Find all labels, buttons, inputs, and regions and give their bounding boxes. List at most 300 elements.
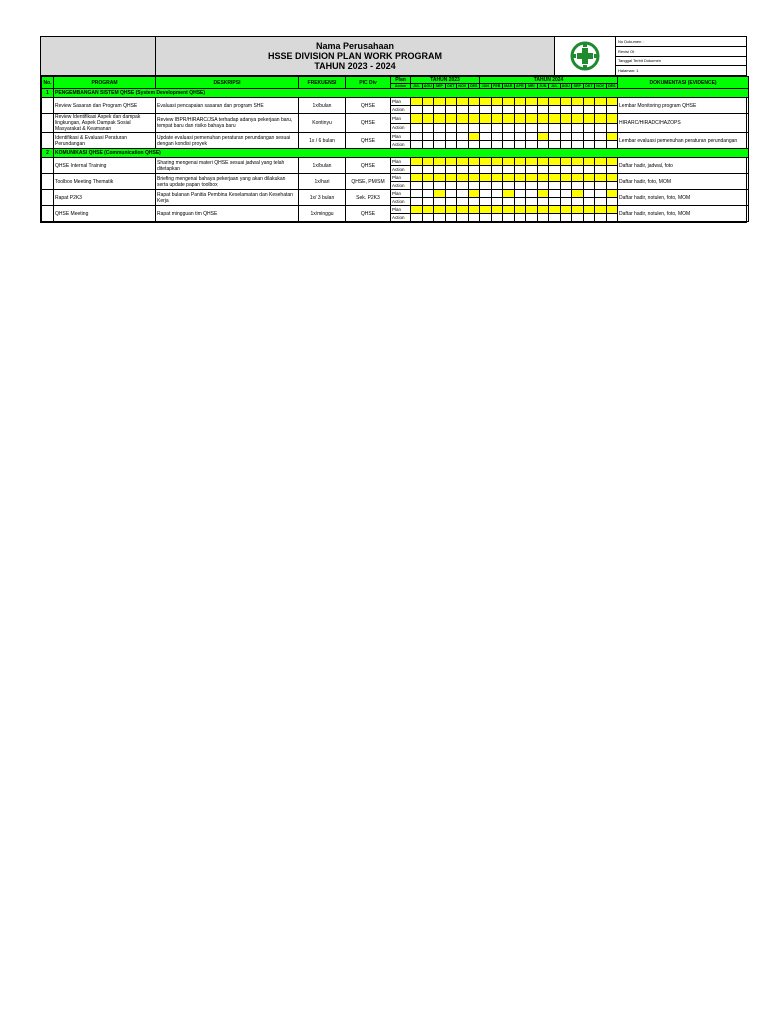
month-header: DES bbox=[468, 84, 480, 89]
action-cell bbox=[583, 198, 595, 206]
section-title: PENGEMBANGAN SISTEM QHSE (System Development QHSE) bbox=[54, 89, 749, 98]
frequency-cell: 1x/minggu bbox=[299, 206, 346, 222]
description-cell: Rapat mingguan tim QHSE bbox=[156, 206, 299, 222]
plan-mark-cell bbox=[503, 98, 515, 106]
action-cell bbox=[503, 166, 515, 174]
plan-mark-cell bbox=[514, 206, 526, 214]
plan-mark-cell bbox=[560, 206, 572, 214]
action-cell bbox=[560, 214, 572, 222]
action-cell bbox=[595, 106, 607, 114]
plan-empty-cell bbox=[457, 133, 469, 141]
action-cell bbox=[526, 106, 538, 114]
action-cell bbox=[595, 214, 607, 222]
month-header: NOV bbox=[458, 84, 467, 88]
plan-mark-cell bbox=[526, 114, 538, 124]
k3-safety-cross-icon bbox=[555, 37, 616, 75]
month-header: OKT bbox=[446, 84, 455, 88]
plan-mark-cell bbox=[514, 174, 526, 182]
evidence-cell: Daftar hadir, jadwal, foto bbox=[618, 158, 749, 174]
plan-mark-cell bbox=[411, 174, 423, 182]
plan-mark-cell bbox=[572, 206, 584, 214]
section-number: 2 bbox=[42, 149, 54, 158]
plan-mark-cell bbox=[411, 114, 423, 124]
plan-mark-cell bbox=[468, 98, 480, 106]
action-cell bbox=[595, 182, 607, 190]
plan-empty-cell bbox=[480, 133, 492, 141]
action-cell bbox=[457, 182, 469, 190]
month-header: SEP bbox=[572, 84, 584, 89]
company-name: Nama Perusahaan bbox=[315, 41, 395, 51]
action-cell bbox=[480, 214, 492, 222]
plan-mark-cell bbox=[503, 206, 515, 214]
action-cell bbox=[411, 198, 423, 206]
action-cell bbox=[537, 106, 549, 114]
month-header: NOV bbox=[596, 84, 605, 88]
description-cell: Sharing mengenai materi QHSE sesuai jadwal yang telah ditetapkan bbox=[156, 158, 299, 174]
plan-mark-cell bbox=[537, 133, 549, 141]
plan-mark-cell bbox=[572, 158, 584, 166]
action-cell bbox=[583, 214, 595, 222]
col-pic: PIC Div bbox=[346, 77, 391, 89]
plan-mark-cell bbox=[434, 98, 446, 106]
plan-mark-cell bbox=[468, 206, 480, 214]
plan-mark-cell bbox=[595, 114, 607, 124]
action-cell bbox=[503, 123, 515, 133]
action-cell bbox=[537, 141, 549, 149]
action-cell bbox=[434, 123, 446, 133]
program-cell: QHSE Internal Training bbox=[54, 158, 156, 174]
plan-empty-cell bbox=[526, 133, 538, 141]
plan-empty-cell bbox=[422, 190, 434, 198]
action-cell bbox=[572, 106, 584, 114]
plan-empty-cell bbox=[422, 133, 434, 141]
section-title: KOMUNIKASI QHSE (Communication QHSE) bbox=[54, 149, 749, 158]
plan-empty-cell bbox=[445, 190, 457, 198]
action-cell bbox=[560, 106, 572, 114]
col-year-2024: TAHUN 2024 bbox=[480, 77, 618, 84]
plan-empty-cell bbox=[480, 190, 492, 198]
action-label: Action bbox=[391, 106, 411, 114]
action-cell bbox=[537, 123, 549, 133]
action-cell bbox=[491, 182, 503, 190]
month-header: APR bbox=[515, 84, 524, 88]
action-cell bbox=[549, 166, 561, 174]
action-cell bbox=[491, 106, 503, 114]
plan-mark-cell bbox=[411, 206, 423, 214]
plan-mark-cell bbox=[468, 174, 480, 182]
plan-empty-cell bbox=[595, 190, 607, 198]
month-header: JUL bbox=[411, 84, 423, 89]
plan-label: Plan bbox=[391, 158, 411, 166]
action-cell bbox=[526, 123, 538, 133]
action-cell bbox=[445, 214, 457, 222]
plan-mark-cell bbox=[422, 114, 434, 124]
action-cell bbox=[583, 182, 595, 190]
plan-mark-cell bbox=[595, 174, 607, 182]
action-cell bbox=[583, 106, 595, 114]
action-cell bbox=[526, 141, 538, 149]
program-cell: QHSE Meeting bbox=[54, 206, 156, 222]
plan-mark-cell bbox=[503, 158, 515, 166]
action-cell bbox=[514, 198, 526, 206]
plan-mark-cell bbox=[411, 158, 423, 166]
action-label: Action bbox=[391, 182, 411, 190]
plan-empty-cell bbox=[445, 133, 457, 141]
action-cell bbox=[491, 198, 503, 206]
action-cell bbox=[457, 141, 469, 149]
action-cell bbox=[411, 141, 423, 149]
action-cell bbox=[595, 166, 607, 174]
action-cell bbox=[468, 214, 480, 222]
action-label: Action bbox=[391, 198, 411, 206]
plan-mark-cell bbox=[445, 174, 457, 182]
plan-mark-cell bbox=[434, 190, 446, 198]
plan-mark-cell bbox=[457, 206, 469, 214]
plan-mark-cell bbox=[526, 98, 538, 106]
plan-mark-cell bbox=[468, 190, 480, 198]
action-cell bbox=[560, 123, 572, 133]
description-cell: Rapat bulanan Panitia Pembina Keselamatan dan Kesehatan Kerja bbox=[156, 190, 299, 206]
action-cell bbox=[445, 166, 457, 174]
plan-label: Plan bbox=[391, 133, 411, 141]
action-cell bbox=[422, 166, 434, 174]
action-cell bbox=[537, 214, 549, 222]
evidence-cell: Daftar hadir, notulen, foto, MOM bbox=[618, 190, 749, 206]
plan-mark-cell bbox=[606, 98, 618, 106]
col-year-2023: TAHUN 2023 bbox=[411, 77, 480, 84]
pic-cell: QHSE bbox=[346, 98, 391, 114]
action-cell bbox=[606, 198, 618, 206]
plan-mark-cell bbox=[422, 174, 434, 182]
month-header: AGU bbox=[561, 84, 570, 88]
action-cell bbox=[491, 214, 503, 222]
action-cell bbox=[422, 182, 434, 190]
row-number-cell bbox=[42, 206, 54, 222]
action-cell bbox=[560, 141, 572, 149]
action-cell bbox=[422, 141, 434, 149]
row-number-cell bbox=[42, 98, 54, 114]
month-header: JUL bbox=[549, 84, 561, 89]
plan-mark-cell bbox=[411, 98, 423, 106]
action-cell bbox=[560, 198, 572, 206]
plan-mark-cell bbox=[468, 114, 480, 124]
action-cell bbox=[422, 214, 434, 222]
plan-empty-cell bbox=[514, 133, 526, 141]
action-cell bbox=[434, 166, 446, 174]
action-cell bbox=[572, 182, 584, 190]
action-cell bbox=[457, 123, 469, 133]
plan-mark-cell bbox=[491, 114, 503, 124]
description-cell: Update evaluasi pemenuhan peraturan perundangan sesuai dengan kondisi proyek bbox=[156, 133, 299, 149]
month-header: SEP bbox=[434, 84, 446, 89]
plan-empty-cell bbox=[457, 190, 469, 198]
action-cell bbox=[480, 106, 492, 114]
action-cell bbox=[503, 182, 515, 190]
action-cell bbox=[503, 214, 515, 222]
action-cell bbox=[537, 198, 549, 206]
action-cell bbox=[572, 166, 584, 174]
plan-mark-cell bbox=[526, 206, 538, 214]
plan-mark-cell bbox=[583, 206, 595, 214]
plan-empty-cell bbox=[560, 133, 572, 141]
action-cell bbox=[445, 106, 457, 114]
plan-empty-cell bbox=[526, 190, 538, 198]
evidence-cell: Lembar evaluasi pemenuhan peraturan perundangan bbox=[618, 133, 749, 149]
plan-mark-cell bbox=[572, 174, 584, 182]
action-label: Action bbox=[391, 141, 411, 149]
document-header bbox=[41, 37, 746, 76]
program-cell: Rapat P2K3 bbox=[54, 190, 156, 206]
plan-mark-cell bbox=[468, 158, 480, 166]
plan-mark-cell bbox=[583, 114, 595, 124]
plan-mark-cell bbox=[514, 158, 526, 166]
plan-mark-cell bbox=[549, 174, 561, 182]
plan-empty-cell bbox=[491, 133, 503, 141]
plan-empty-cell bbox=[491, 190, 503, 198]
action-cell bbox=[457, 214, 469, 222]
plan-mark-cell bbox=[445, 158, 457, 166]
action-cell bbox=[457, 166, 469, 174]
plan-mark-cell bbox=[434, 114, 446, 124]
plan-mark-cell bbox=[560, 114, 572, 124]
action-cell bbox=[560, 166, 572, 174]
col-no: No. bbox=[42, 77, 54, 89]
program-title: HSSE DIVISION PLAN WORK PROGRAM bbox=[267, 51, 442, 61]
frequency-cell: 1x/ 3 bulan bbox=[299, 190, 346, 206]
plan-mark-cell bbox=[503, 190, 515, 198]
action-cell bbox=[549, 141, 561, 149]
pic-cell: QHSE bbox=[346, 133, 391, 149]
action-cell bbox=[595, 198, 607, 206]
plan-mark-cell bbox=[503, 174, 515, 182]
month-header: DES bbox=[606, 84, 618, 89]
action-cell bbox=[445, 182, 457, 190]
action-cell bbox=[583, 166, 595, 174]
pic-cell: QHSE bbox=[346, 206, 391, 222]
action-cell bbox=[537, 166, 549, 174]
plan-empty-cell bbox=[560, 190, 572, 198]
action-cell bbox=[526, 182, 538, 190]
action-cell bbox=[411, 182, 423, 190]
row-number-cell bbox=[42, 133, 54, 149]
plan-mark-cell bbox=[445, 206, 457, 214]
action-cell bbox=[434, 198, 446, 206]
plan-mark-cell bbox=[560, 98, 572, 106]
plan-mark-cell bbox=[422, 158, 434, 166]
row-number-cell bbox=[42, 158, 54, 174]
evidence-cell: HIRARC/HIRADC/HAZOPS bbox=[618, 114, 749, 133]
action-cell bbox=[411, 123, 423, 133]
plan-empty-cell bbox=[434, 133, 446, 141]
plan-mark-cell bbox=[537, 206, 549, 214]
action-cell bbox=[434, 141, 446, 149]
action-cell bbox=[514, 141, 526, 149]
program-row bbox=[42, 190, 749, 198]
plan-mark-cell bbox=[606, 190, 618, 198]
action-cell bbox=[411, 106, 423, 114]
row-number-cell bbox=[42, 114, 54, 133]
col-program: PROGRAM bbox=[54, 77, 156, 89]
plan-mark-cell bbox=[514, 98, 526, 106]
plan-mark-cell bbox=[572, 98, 584, 106]
action-cell bbox=[503, 198, 515, 206]
plan-mark-cell bbox=[537, 98, 549, 106]
plan-mark-cell bbox=[572, 190, 584, 198]
action-cell bbox=[434, 106, 446, 114]
plan-mark-cell bbox=[549, 114, 561, 124]
evidence-cell: Lembar Monitoring program QHSE bbox=[618, 98, 749, 114]
action-cell bbox=[468, 123, 480, 133]
plan-mark-cell bbox=[503, 114, 515, 124]
plan-mark-cell bbox=[583, 174, 595, 182]
action-cell bbox=[411, 166, 423, 174]
action-cell bbox=[606, 123, 618, 133]
action-cell bbox=[514, 166, 526, 174]
plan-mark-cell bbox=[606, 174, 618, 182]
plan-empty-cell bbox=[411, 133, 423, 141]
pic-cell: Sek. P2K3 bbox=[346, 190, 391, 206]
month-header: AGU bbox=[423, 84, 432, 88]
description-cell: Briefing mengenai bahaya pekerjaan yang akan dilakukan serta update papan toolbox bbox=[156, 174, 299, 190]
title-block bbox=[156, 37, 555, 75]
program-row bbox=[42, 158, 749, 166]
plan-empty-cell bbox=[583, 190, 595, 198]
plan-mark-cell bbox=[572, 114, 584, 124]
plan-label: Plan bbox=[391, 206, 411, 214]
action-cell bbox=[549, 214, 561, 222]
plan-label: Plan bbox=[391, 190, 411, 198]
action-cell bbox=[422, 106, 434, 114]
action-cell bbox=[434, 214, 446, 222]
plan-mark-cell bbox=[445, 98, 457, 106]
action-cell bbox=[514, 106, 526, 114]
action-cell bbox=[457, 106, 469, 114]
plan-mark-cell bbox=[549, 206, 561, 214]
plan-mark-cell bbox=[480, 98, 492, 106]
action-cell bbox=[606, 166, 618, 174]
action-cell bbox=[537, 182, 549, 190]
header-blank-cell bbox=[41, 37, 156, 75]
evidence-cell: Daftar hadir, notulen, foto, MOM bbox=[618, 206, 749, 222]
action-cell bbox=[468, 106, 480, 114]
description-cell: Review IBPR/HIRARC/JSA terhadap adanya pekerjaan baru, tempat baru dan risiko bahaya baru bbox=[156, 114, 299, 133]
action-cell bbox=[491, 166, 503, 174]
program-row bbox=[42, 114, 749, 124]
action-cell bbox=[606, 182, 618, 190]
action-cell bbox=[468, 182, 480, 190]
action-label: Action bbox=[391, 123, 411, 133]
action-cell bbox=[422, 123, 434, 133]
plan-mark-cell bbox=[434, 158, 446, 166]
action-cell bbox=[514, 214, 526, 222]
plan-mark-cell bbox=[422, 206, 434, 214]
plan-mark-cell bbox=[514, 114, 526, 124]
frequency-cell: 1x/bulan bbox=[299, 98, 346, 114]
plan-mark-cell bbox=[583, 158, 595, 166]
plan-mark-cell bbox=[422, 98, 434, 106]
action-cell bbox=[468, 198, 480, 206]
program-cell: Review Sasaran dan Program QHSE bbox=[54, 98, 156, 114]
action-cell bbox=[572, 123, 584, 133]
frequency-cell: Kontinyu bbox=[299, 114, 346, 133]
action-cell bbox=[411, 214, 423, 222]
action-cell bbox=[445, 198, 457, 206]
frequency-cell: 1x/bulan bbox=[299, 158, 346, 174]
plan-mark-cell bbox=[480, 206, 492, 214]
plan-mark-cell bbox=[595, 206, 607, 214]
col-plan: Plan bbox=[391, 77, 411, 84]
plan-empty-cell bbox=[503, 133, 515, 141]
action-cell bbox=[549, 198, 561, 206]
action-cell bbox=[480, 123, 492, 133]
program-row bbox=[42, 133, 749, 141]
plan-mark-cell bbox=[549, 98, 561, 106]
plan-mark-cell bbox=[537, 190, 549, 198]
plan-mark-cell bbox=[537, 174, 549, 182]
plan-mark-cell bbox=[595, 98, 607, 106]
action-cell bbox=[445, 123, 457, 133]
plan-mark-cell bbox=[560, 174, 572, 182]
row-number-cell bbox=[42, 174, 54, 190]
plan-label: Plan bbox=[391, 114, 411, 124]
row-number-cell bbox=[42, 190, 54, 206]
plan-mark-cell bbox=[595, 158, 607, 166]
plan-mark-cell bbox=[491, 206, 503, 214]
action-cell bbox=[526, 214, 538, 222]
plan-mark-cell bbox=[480, 158, 492, 166]
program-cell: Identifikasi & Evaluasi Peraturan Perundangan bbox=[54, 133, 156, 149]
plan-mark-cell bbox=[491, 98, 503, 106]
action-label: Action bbox=[391, 166, 411, 174]
plan-empty-cell bbox=[549, 133, 561, 141]
action-cell bbox=[422, 198, 434, 206]
action-cell bbox=[549, 106, 561, 114]
plan-mark-cell bbox=[537, 114, 549, 124]
plan-mark-cell bbox=[457, 98, 469, 106]
doc-page: Halaman: 1 bbox=[618, 68, 639, 74]
plan-mark-cell bbox=[480, 114, 492, 124]
action-cell bbox=[606, 141, 618, 149]
plan-mark-cell bbox=[457, 114, 469, 124]
action-cell bbox=[606, 214, 618, 222]
action-cell bbox=[503, 141, 515, 149]
month-header: MAR bbox=[504, 84, 513, 88]
action-cell bbox=[572, 214, 584, 222]
action-cell bbox=[480, 166, 492, 174]
plan-empty-cell bbox=[572, 133, 584, 141]
action-cell bbox=[480, 141, 492, 149]
col-deskripsi: DESKRIPSI bbox=[156, 77, 299, 89]
month-header: JUN bbox=[537, 84, 549, 89]
plan-mark-cell bbox=[434, 206, 446, 214]
doc-number: No Dokumen : bbox=[616, 37, 746, 47]
plan-mark-cell bbox=[457, 174, 469, 182]
month-header: FEB bbox=[491, 84, 503, 89]
action-cell bbox=[526, 166, 538, 174]
work-program-sheet bbox=[40, 36, 747, 223]
program-years: TAHUN 2023 - 2024 bbox=[314, 61, 396, 71]
action-cell bbox=[445, 141, 457, 149]
action-cell bbox=[514, 123, 526, 133]
month-header: JAN bbox=[480, 84, 492, 89]
plan-mark-cell bbox=[549, 158, 561, 166]
doc-issue-date: Tanggal Terbit Dokumen bbox=[616, 57, 746, 67]
plan-mark-cell bbox=[468, 133, 480, 141]
pic-cell: QHSE bbox=[346, 158, 391, 174]
section-number: 1 bbox=[42, 89, 54, 98]
program-cell: Toolbox Meeting Thematik bbox=[54, 174, 156, 190]
action-cell bbox=[491, 123, 503, 133]
